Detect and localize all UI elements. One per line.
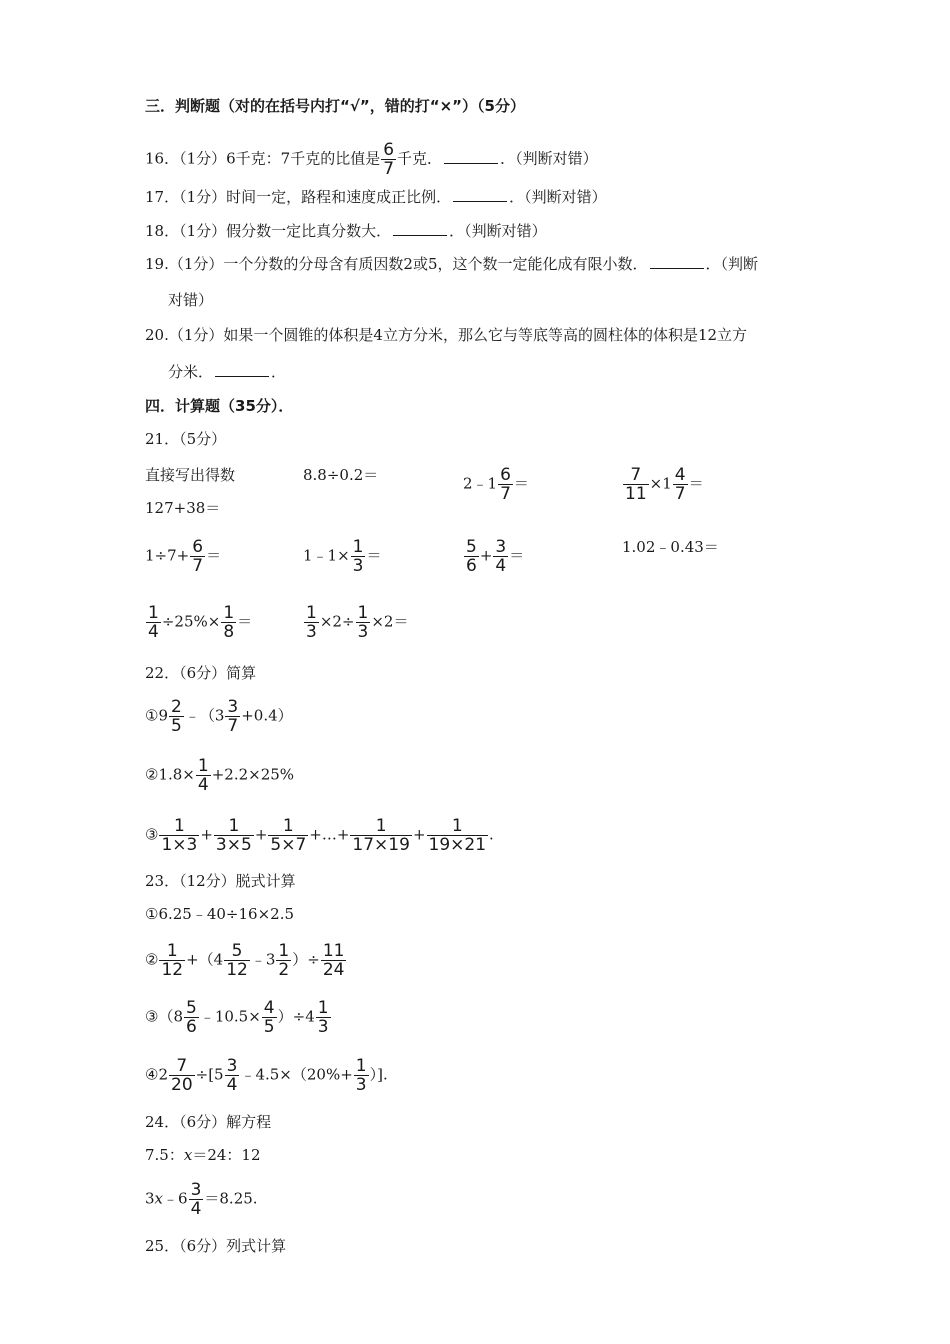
q21-expr-1: 8.8÷0.2＝ (303, 466, 379, 484)
q21-expr-4: 127+38＝ (145, 499, 221, 517)
question-20-continued: 分米． ． (168, 363, 287, 381)
answer-blank[interactable] (444, 149, 498, 164)
section-4-title: 四．计算题（35分）． (145, 397, 294, 415)
fraction: $\frac{6}{7}$ (383, 140, 395, 179)
question-25-label: 25．（6分）列式计算 (145, 1237, 287, 1255)
q23-part-3: ③（8 $\frac{5}{6}$ ﹣10.5× $\frac{4}{5}$ ）÷4 $\frac{1}{3}$ (145, 998, 329, 1037)
q21-expr-7: $\frac{5}{6}$ + $\frac{3}{4}$ ＝ (466, 537, 525, 576)
q21-expr-8: 1.02﹣0.43＝ (622, 538, 719, 556)
q21-expr-2: 2﹣1 $\frac{6}{7}$ ＝ (463, 465, 529, 504)
q22-part-3: ③ $\frac{1}{1\times 3}$ + $\frac{1}{3\times 5}$ + $\frac{1}{5\times 7}$ +…+ $\frac{1}{17\times 19}$ + $\frac{1}{19\times 21}$ . (145, 816, 494, 855)
q21-intro: 直接写出得数 (145, 466, 236, 484)
question-21-label: 21．（5分） (145, 430, 227, 448)
question-20: 20.（1分）如果一个圆锥的体积是4立方分米，那么它与等底等高的圆柱体的体积是12立方 (145, 326, 748, 344)
answer-blank[interactable] (453, 187, 507, 202)
q23-part-1: ①6.25﹣40÷16×2.5 (145, 905, 295, 923)
q22-part-2: ②1.8× $\frac{1}{4}$ +2.2×25% (145, 756, 295, 795)
q21-expr-6: 1﹣1× $\frac{1}{3}$ ＝ (303, 537, 382, 576)
answer-blank[interactable] (650, 254, 704, 269)
question-22-label: 22．（6分）简算 (145, 664, 257, 682)
q24-equation-2: 3x﹣6 $\frac{3}{4}$ ＝8.25. (145, 1180, 258, 1219)
answer-blank[interactable] (393, 221, 447, 236)
question-19: 19.（1分）一个分数的分母含有质因数2或5，这个数一定能化成有限小数． ．（判断 (145, 255, 759, 273)
q21-expr-10: $\frac{1}{3}$ ×2÷ $\frac{1}{3}$ ×2＝ (306, 603, 409, 642)
question-19-continued: 对错） (168, 291, 214, 309)
question-23-label: 23．（12分）脱式计算 (145, 872, 296, 890)
q23-part-2: ② $\frac{1}{12}$ +（4 $\frac{5}{12}$ ﹣3 $\frac{1}{2}$ ）÷ $\frac{11}{24}$ (145, 941, 345, 980)
section-3-title: 三．判断题（对的在括号内打“√”，错的打“×”）（5分） (145, 97, 525, 115)
q21-expr-5: 1÷7+ $\frac{6}{7}$ ＝ (145, 537, 222, 576)
q23-part-4: ④2 $\frac{7}{20}$ ÷[5 $\frac{3}{4}$ ﹣4.5×（20%+ $\frac{1}{3}$ ）]. (145, 1056, 388, 1095)
q24-equation-1: 7.5：x＝24：12 (145, 1146, 261, 1164)
q21-expr-9: $\frac{1}{4}$ ÷25%× $\frac{1}{8}$ ＝ (148, 603, 253, 642)
question-18: 18．（1分）假分数一定比真分数大． ．（判断对错） (145, 222, 547, 240)
answer-blank[interactable] (215, 362, 269, 377)
question-17: 17．（1分）时间一定，路程和速度成正比例． ．（判断对错） (145, 188, 607, 206)
question-24-label: 24．（6分）解方程 (145, 1113, 272, 1131)
q21-expr-3: $\frac{7}{11}$ ×1 $\frac{4}{7}$ ＝ (625, 465, 704, 504)
q22-part-1: ①9 $\frac{2}{5}$ ﹣（3 $\frac{3}{7}$ +0.4） (145, 697, 293, 736)
question-16: 16．（1分）6千克：7千克的比值是 $\frac{6}{7}$ 千克． ．（判断对错） (145, 140, 598, 179)
